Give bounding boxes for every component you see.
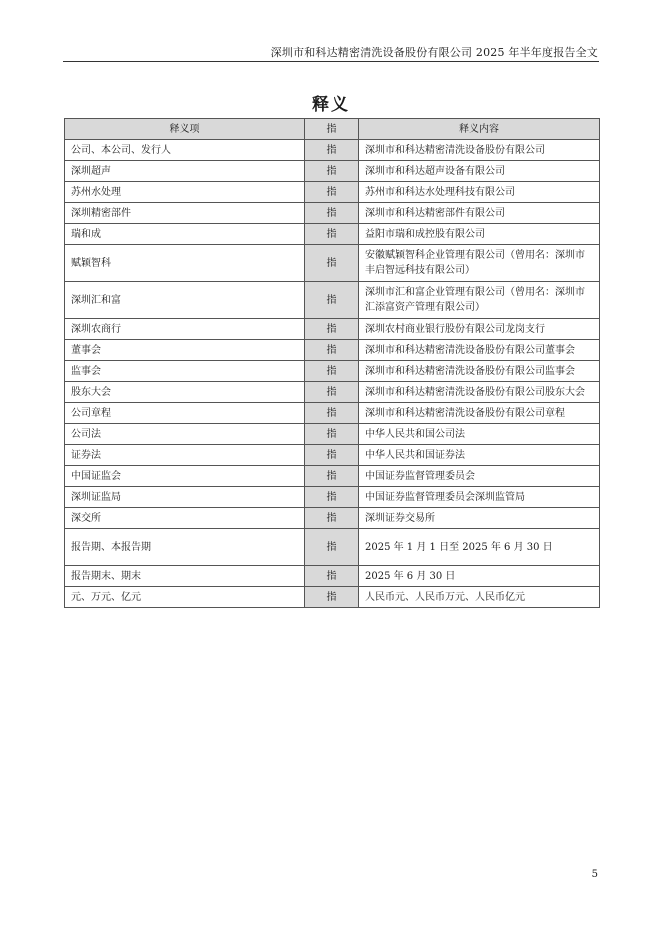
row-term-cell: 深圳精密部件: [65, 203, 305, 224]
table-header: [65, 119, 600, 140]
row-ref-cell: 指: [305, 487, 359, 508]
row-ref-cell: 指: [305, 319, 359, 340]
row-term-cell: 股东大会: [65, 382, 305, 403]
row-ref-cell: 指: [305, 529, 359, 566]
row-ref-cell: 指: [305, 424, 359, 445]
table-row: [65, 140, 600, 161]
row-ref-cell: 指: [305, 566, 359, 587]
row-meaning-cell: 中华人民共和国证券法: [359, 445, 600, 466]
row-ref-cell: 指: [305, 382, 359, 403]
row-term-cell: 报告期末、期末: [65, 566, 305, 587]
row-meaning-cell: 中华人民共和国公司法: [359, 424, 600, 445]
row-ref-cell: 指: [305, 161, 359, 182]
row-ref-cell: 指: [305, 403, 359, 424]
row-meaning-cell: 中国证券监督管理委员会: [359, 466, 600, 487]
row-ref-cell: 指: [305, 140, 359, 161]
table-row: [65, 382, 600, 403]
row-ref-cell: 指: [305, 182, 359, 203]
table-row: [65, 182, 600, 203]
row-meaning-cell: 深圳市和科达精密清洗设备股份有限公司监事会: [359, 361, 600, 382]
row-meaning-cell: 深圳市和科达精密清洗设备股份有限公司股东大会: [359, 382, 600, 403]
table-row: [65, 466, 600, 487]
table-row: [65, 224, 600, 245]
row-ref-cell: 指: [305, 340, 359, 361]
column-header-ref: 指: [305, 119, 359, 140]
row-term-cell: 元、万元、亿元: [65, 587, 305, 608]
row-term-cell: 公司法: [65, 424, 305, 445]
row-term-cell: 公司章程: [65, 403, 305, 424]
row-meaning-cell: 苏州市和科达水处理科技有限公司: [359, 182, 600, 203]
page-title: 释义: [312, 95, 350, 115]
table-row: [65, 587, 600, 608]
row-ref-cell: 指: [305, 445, 359, 466]
row-term-cell: 中国证监会: [65, 466, 305, 487]
row-term-cell: 深圳超声: [65, 161, 305, 182]
row-ref-cell: 指: [305, 245, 359, 282]
row-ref-cell: 指: [305, 282, 359, 319]
table-row: [65, 319, 600, 340]
table-row: [65, 340, 600, 361]
table-row: [65, 529, 600, 566]
table-header-row: [65, 119, 600, 140]
table-row: [65, 403, 600, 424]
table-row: [65, 487, 600, 508]
row-ref-cell: 指: [305, 508, 359, 529]
row-term-cell: 赋颖智科: [65, 245, 305, 282]
row-term-cell: 董事会: [65, 340, 305, 361]
row-meaning-cell: 深圳农村商业银行股份有限公司龙岗支行: [359, 319, 600, 340]
table-row: [65, 445, 600, 466]
row-meaning-cell: 深圳证券交易所: [359, 508, 600, 529]
row-meaning-cell: 2025 年 1 月 1 日至 2025 年 6 月 30 日: [359, 529, 600, 566]
row-meaning-cell: 安徽赋颖智科企业管理有限公司（曾用名：深圳市丰启智远科技有限公司）: [359, 245, 600, 282]
row-meaning-cell: 深圳市和科达精密清洗设备股份有限公司董事会: [359, 340, 600, 361]
row-term-cell: 公司、本公司、发行人: [65, 140, 305, 161]
table-row: [65, 203, 600, 224]
table-row: [65, 245, 600, 282]
column-header-term: 释义项: [65, 119, 305, 140]
row-meaning-cell: 深圳市和科达超声设备有限公司: [359, 161, 600, 182]
table-row: [65, 161, 600, 182]
table-row: [65, 282, 600, 319]
row-term-cell: 证券法: [65, 445, 305, 466]
row-meaning-cell: 深圳市和科达精密清洗设备股份有限公司章程: [359, 403, 600, 424]
row-meaning-cell: 深圳市和科达精密清洗设备股份有限公司: [359, 140, 600, 161]
header-rule: [63, 61, 599, 62]
row-term-cell: 报告期、本报告期: [65, 529, 305, 566]
row-meaning-cell: 2025 年 6 月 30 日: [359, 566, 600, 587]
row-term-cell: 苏州水处理: [65, 182, 305, 203]
row-ref-cell: 指: [305, 587, 359, 608]
table-body: [65, 140, 600, 608]
row-term-cell: 深圳证监局: [65, 487, 305, 508]
row-term-cell: 深圳农商行: [65, 319, 305, 340]
row-meaning-cell: 中国证券监督管理委员会深圳监管局: [359, 487, 600, 508]
row-ref-cell: 指: [305, 224, 359, 245]
row-term-cell: 监事会: [65, 361, 305, 382]
table-row: [65, 566, 600, 587]
table-row: [65, 424, 600, 445]
row-term-cell: 瑞和成: [65, 224, 305, 245]
definitions-table: [64, 118, 600, 608]
table-row: [65, 361, 600, 382]
row-meaning-cell: 深圳市和科达精密部件有限公司: [359, 203, 600, 224]
row-meaning-cell: 深圳市汇和富企业管理有限公司（曾用名：深圳市汇添富资产管理有限公司）: [359, 282, 600, 319]
row-term-cell: 深圳汇和富: [65, 282, 305, 319]
column-header-meaning: 释义内容: [359, 119, 600, 140]
page-number: 5: [591, 869, 598, 880]
row-term-cell: 深交所: [65, 508, 305, 529]
running-header: 深圳市和科达精密清洗设备股份有限公司 2025 年半年度报告全文: [270, 46, 598, 59]
row-ref-cell: 指: [305, 361, 359, 382]
row-meaning-cell: 益阳市瑞和成控股有限公司: [359, 224, 600, 245]
row-ref-cell: 指: [305, 466, 359, 487]
row-meaning-cell: 人民币元、人民币万元、人民币亿元: [359, 587, 600, 608]
row-ref-cell: 指: [305, 203, 359, 224]
table-row: [65, 508, 600, 529]
